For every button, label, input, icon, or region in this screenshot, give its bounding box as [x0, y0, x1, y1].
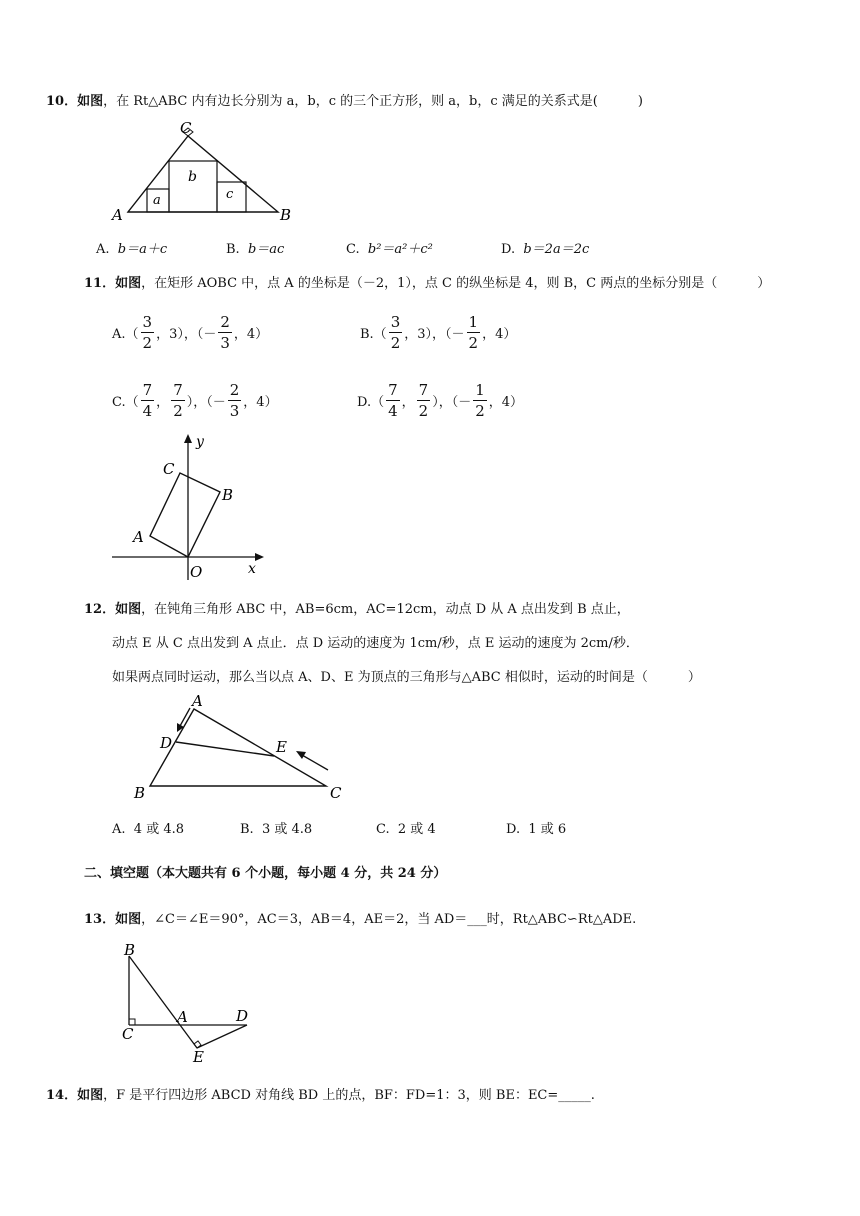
q10-option-d[interactable]: D. b＝2a＝2c — [501, 242, 590, 257]
q12-arrow-E — [302, 755, 328, 770]
q14-stem — [46, 1084, 595, 1103]
q14-number: 14． — [46, 1088, 78, 1103]
q12-arrowhead-E — [296, 751, 306, 759]
q12-label-C: C — [330, 784, 342, 802]
q13-text: ，∠C＝∠E＝90°，AC＝3，AB＝4，AE＝2，当 AD＝___时，Rt△ABC∽Rt△ADE. — [141, 912, 637, 927]
q10-label-a: a — [153, 193, 161, 208]
q10-lead: 如图 — [77, 94, 104, 109]
q10-label-B: B — [280, 206, 292, 224]
q14-text: ，F 是平行四边形 ABCD 对角线 BD 上的点，BF：FD=1：3，则 BE：EC=_____. — [103, 1088, 595, 1103]
q11-number: 11． — [84, 276, 116, 291]
q12-stem-line3 — [112, 666, 701, 685]
q11-close: ） — [757, 276, 771, 291]
q12-stem-line2: 动点 E 从 C 点出发到 A 点止．点 D 运动的速度为 1cm/秒，点 E 运动的速度为 2cm/秒． — [112, 636, 639, 651]
q11-label-B: B — [222, 486, 234, 504]
q12-close: ） — [687, 670, 701, 685]
q11-option-b[interactable]: B.（ $\frac{3}{2}$ ，3），（－ $\frac{1}{2}$ ，4） — [360, 313, 517, 352]
q11-stem — [84, 272, 770, 291]
q10-label-C: C — [180, 119, 192, 137]
q12-lead: 如图 — [115, 602, 142, 617]
q11-y-arrow — [184, 434, 192, 443]
q12-option-d[interactable]: D. 1 或 6 — [506, 822, 567, 837]
q12-text-3: 如果两点同时运动，那么当以点 A、D、E 为顶点的三角形与△ABC 相似时，运动的时间是（ — [112, 670, 648, 685]
q13-label-E: E — [193, 1048, 204, 1064]
q10-stem — [46, 90, 643, 109]
q10-close: ) — [637, 94, 643, 109]
q11-option-d[interactable]: D.（ $\frac{7}{4}$ ， $\frac{7}{2}$ ），（－ $\frac{1}{2}$ ，4） — [357, 381, 524, 420]
q11-x-arrow — [255, 553, 264, 561]
q11-text: ，在矩形 AOBC 中，点 A 的坐标是（－2，1），点 C 的纵坐标是 4，则 B，C 两点的坐标分别是（ — [141, 276, 718, 291]
q13-label-C: C — [122, 1025, 134, 1043]
q12-triangle — [150, 709, 326, 786]
q13-segment-BE — [129, 956, 197, 1048]
section-2-title: 二、填空题（本大题共有 6 个小题，每小题 4 分，共 24 分） — [84, 866, 447, 881]
q10-text: ，在 Rt△ABC 内有边长分别为 a，b，c 的三个正方形，则 a，b，c 满足的关系式是( — [103, 94, 598, 109]
q12-arrow-D — [180, 708, 190, 726]
q12-label-E: E — [276, 738, 287, 756]
q11-rectangle — [150, 473, 220, 557]
q12-stem-line1 — [84, 598, 630, 617]
q12-label-A: A — [192, 692, 203, 710]
q12-option-a[interactable]: A. 4 或 4.8 — [112, 822, 185, 837]
q12-label-B: B — [134, 784, 146, 802]
q12-number: 12． — [84, 602, 116, 617]
q11-label-A: A — [133, 528, 144, 546]
q12-option-b[interactable]: B. 3 或 4.8 — [240, 822, 313, 837]
q12-text-1: ，在钝角三角形 ABC 中，AB=6cm，AC=12cm，动点 D 从 A 点出发到 B 点止， — [141, 602, 630, 617]
q13-label-B: B — [124, 941, 136, 959]
q12-segment-DE — [176, 742, 274, 756]
q10-label-b: b — [188, 169, 197, 185]
q11-lead: 如图 — [115, 276, 142, 291]
q14-lead: 如图 — [77, 1088, 104, 1103]
q12-option-c[interactable]: C. 2 或 4 — [376, 822, 436, 837]
q10-label-A: A — [112, 206, 123, 224]
q10-option-b[interactable]: B. b＝ac — [226, 242, 285, 257]
q11-option-a[interactable]: A.（ $\frac{3}{2}$ ，3），（－ $\frac{2}{3}$ ，4） — [112, 313, 269, 352]
q10-label-c: c — [226, 187, 234, 202]
q13-figure — [110, 940, 270, 1064]
q11-label-x: x — [248, 561, 256, 577]
q10-option-c[interactable]: C. b²＝a²＋c² — [346, 242, 433, 257]
q13-stem — [84, 908, 636, 927]
q10-figure — [108, 118, 308, 226]
q12-label-D: D — [160, 734, 173, 752]
q13-label-A: A — [177, 1008, 188, 1026]
q11-label-C: C — [163, 460, 175, 478]
q13-segment-ED — [197, 1025, 247, 1048]
q13-number: 13． — [84, 912, 116, 927]
q11-option-c[interactable]: C.（ $\frac{7}{4}$ ， $\frac{7}{2}$ ），（－ $\frac{2}{3}$ ，4） — [112, 381, 278, 420]
q13-lead: 如图 — [115, 912, 142, 927]
q10-option-a[interactable]: A. b＝a＋c — [96, 242, 168, 257]
q12-figure — [130, 690, 355, 805]
q11-label-y: y — [196, 434, 204, 450]
q10-number: 10． — [46, 94, 78, 109]
q10-triangle — [128, 136, 278, 212]
q11-figure — [108, 430, 278, 586]
q11-label-O: O — [190, 563, 203, 581]
q13-label-D: D — [236, 1007, 249, 1025]
